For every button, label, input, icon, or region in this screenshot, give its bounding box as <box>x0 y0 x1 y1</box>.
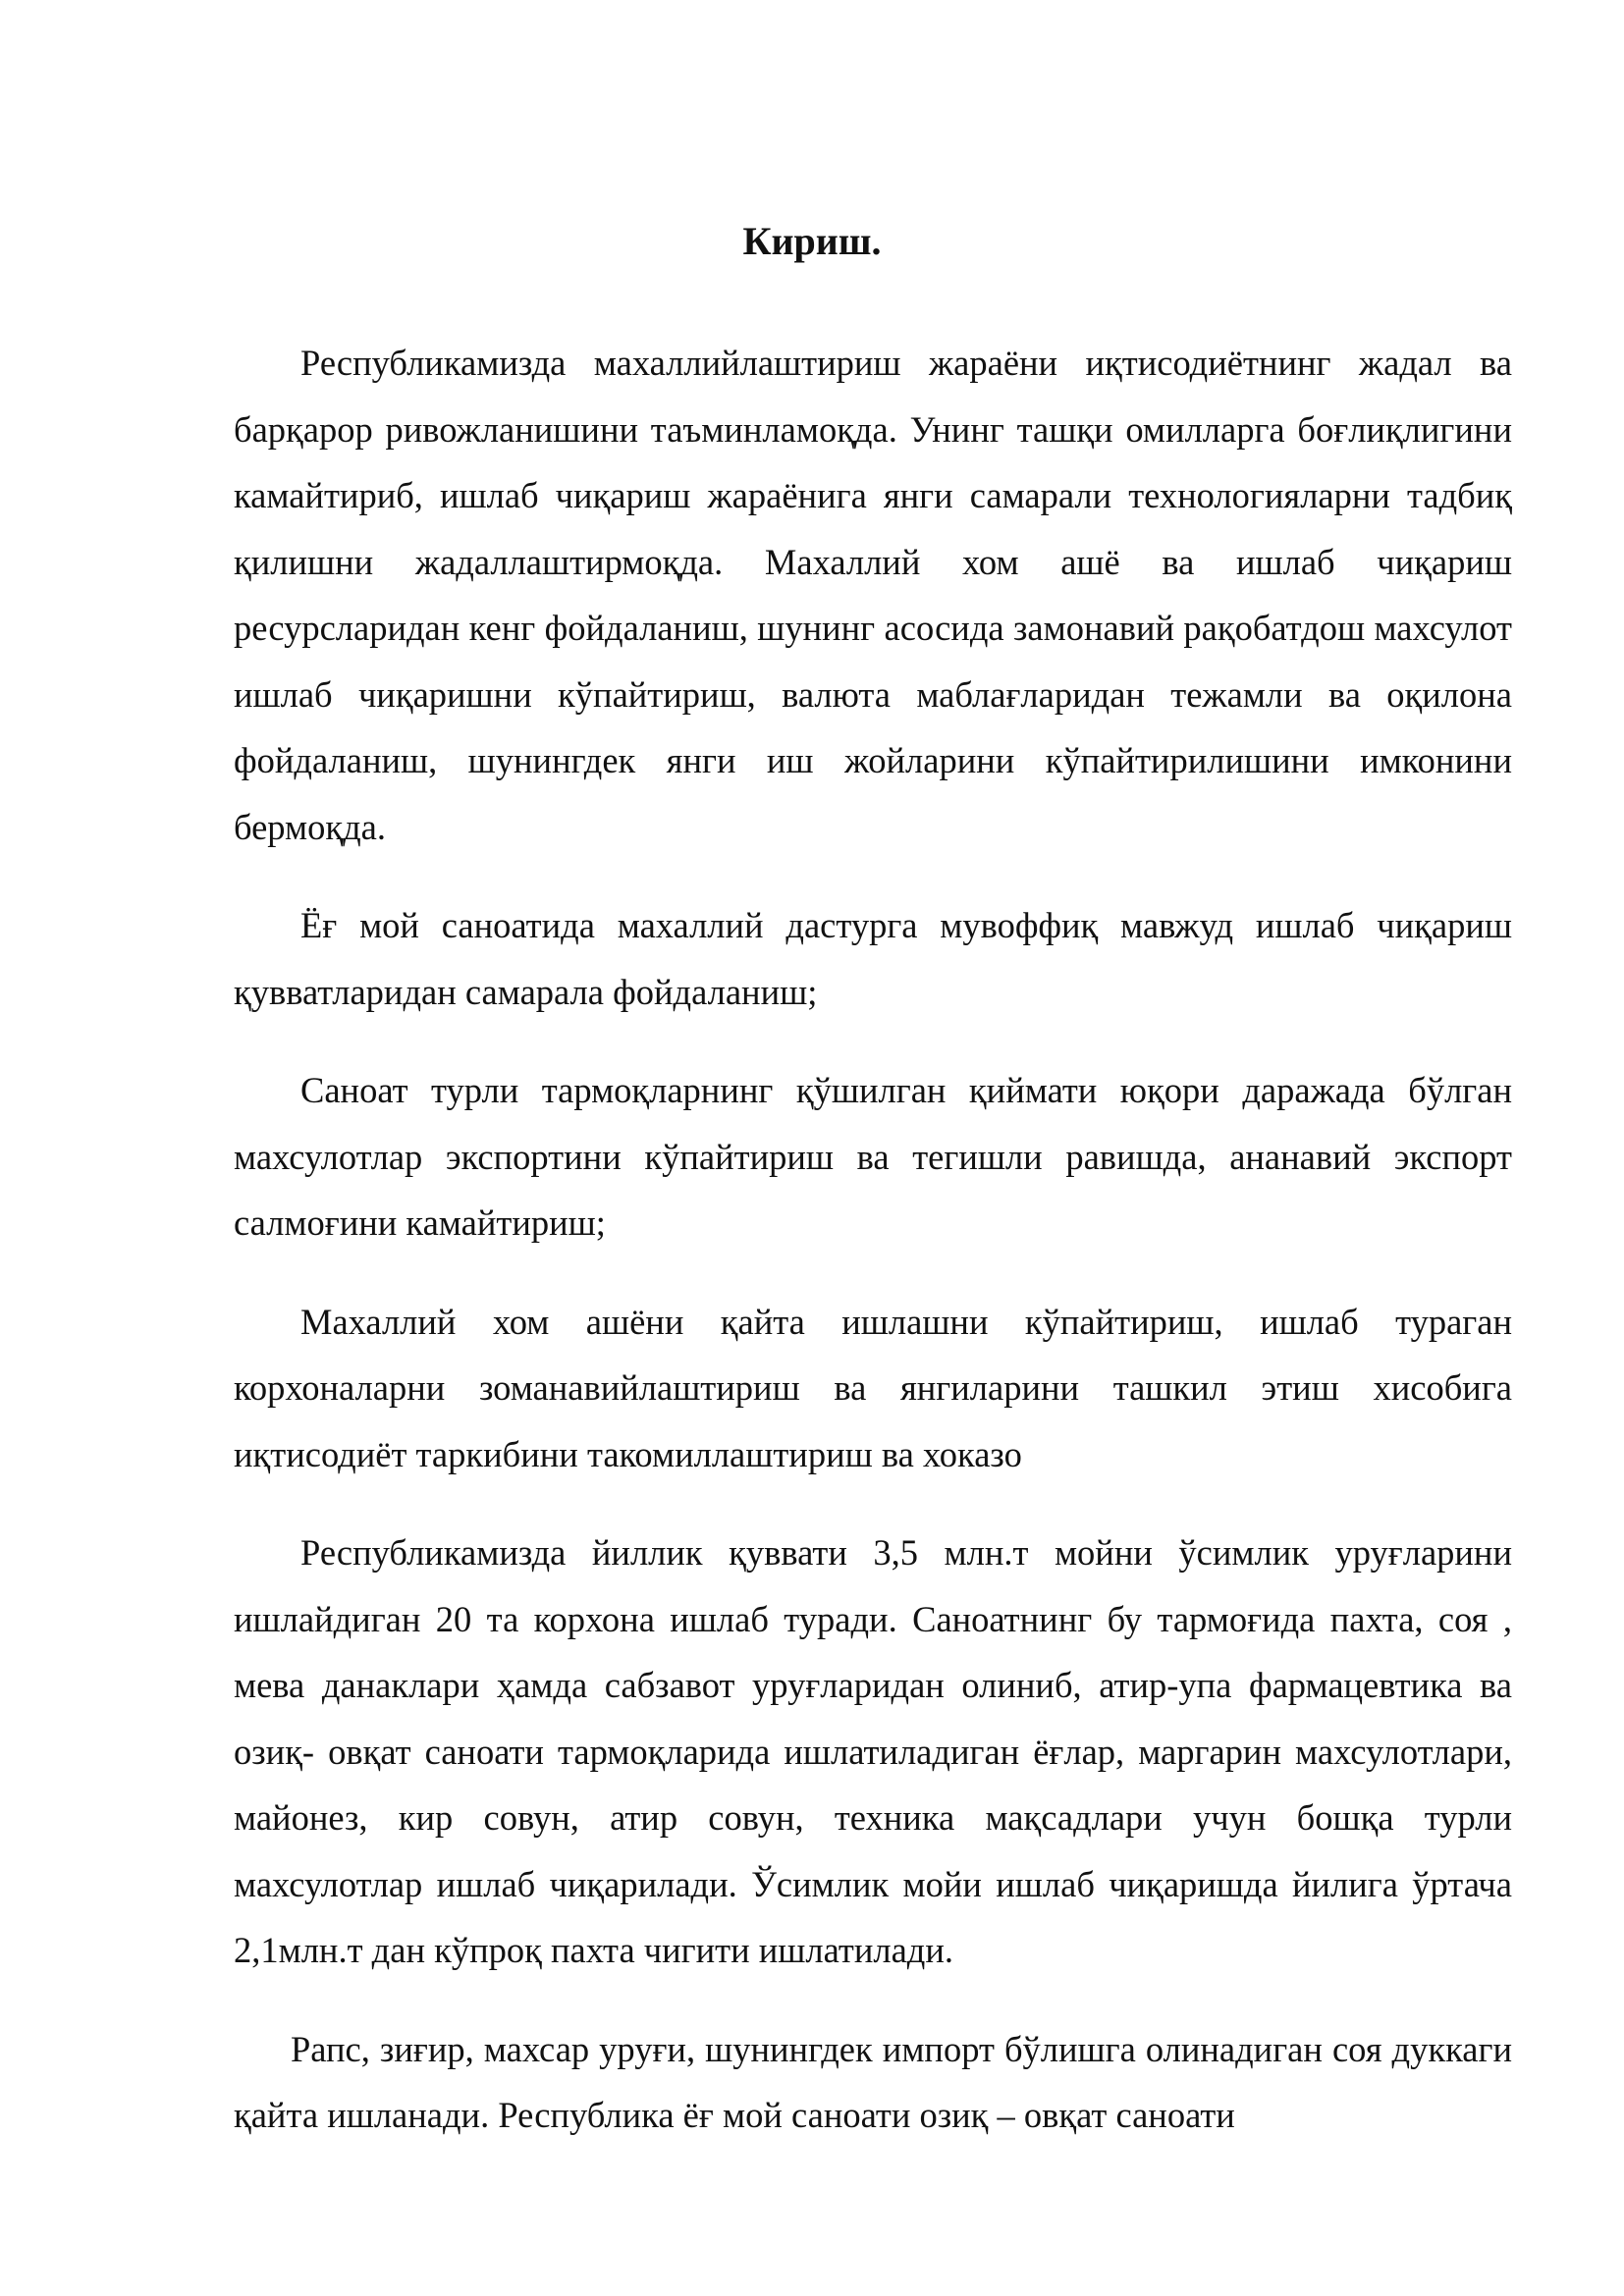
page-title: Кириш. <box>742 219 882 263</box>
document-body <box>234 330 1512 2149</box>
paragraph-localization-intro: Республикамизда махаллийлаштириш жараёни иқтисодиётнинг жадал ва барқарор ривожланишини таъминламоқда. Унинг ташқи омилларга боғлиқлигини камайтириб, ишлаб чиқариш жараёнига янги самарали технологияларни тадбиқ қилишни жадаллаштирмоқда. Махаллий хом ашё ва ишлаб чиқариш ресурсларидан кенг фойдаланиш, шунинг асосида замонавий рақобатдош махсулот ишлаб чиқаришни кўпайтириш, валюта маблағларидан тежамли ва оқилона фойдаланиш, шунингдек янги иш жойларини кўпайтирилишини имконини бермоқда. <box>234 343 1512 847</box>
paragraph-oil-industry-capacity: Ёғ мой саноатида махаллий дастурга мувоффиқ мавжуд ишлаб чиқариш қувватларидан самарала фойдаланиш; <box>234 905 1512 1012</box>
paragraph-enterprises-overview: Республикамизда йиллик қуввати 3,5 млн.т мойни ўсимлик уруғларини ишлайдиган 20 та корхона ишлаб туради. Саноатнинг бу тармоғида пахта, соя , мева данаклари ҳамда сабзавот уруғларидан олиниб, атир-упа фармацевтика ва озиқ- овқат саноати тармоқларида ишлатиладиган ёғлар, маргарин махсулотлари, майонез, кир совун, атир совун, техника мақсадлари учун бошқа турли махсулотлар ишлаб чиқарилади. Ўсимлик мойи ишлаб чиқаришда йилига ўртача 2,1млн.т дан кўпроқ пахта чигити ишлатилади. <box>234 1532 1512 1970</box>
paragraph-raw-material-processing: Махаллий хом ашёни қайта ишлашни кўпайтириш, ишлаб тураган корхоналарни зоманавийлаштириш ва янгиларини ташкил этиш хисобига иқтисодиёт таркибини такомиллаштириш ва хоказо <box>234 1301 1512 1474</box>
paragraph-export-growth: Саноат турли тармоқларнинг қўшилган қиймати юқори даражада бўлган махсулотлар экспортини кўпайтириш ва тегишли равишда, ананавий экспорт салмоғини камайтириш; <box>234 1070 1512 1243</box>
paragraph-imported-seeds: Рапс, зиғир, махсар уруғи, шунингдек импорт бўлишга олинадиган соя дуккаги қайта ишланади. Республика ёғ мой саноати озиқ – овқат саноати <box>234 2028 1512 2135</box>
